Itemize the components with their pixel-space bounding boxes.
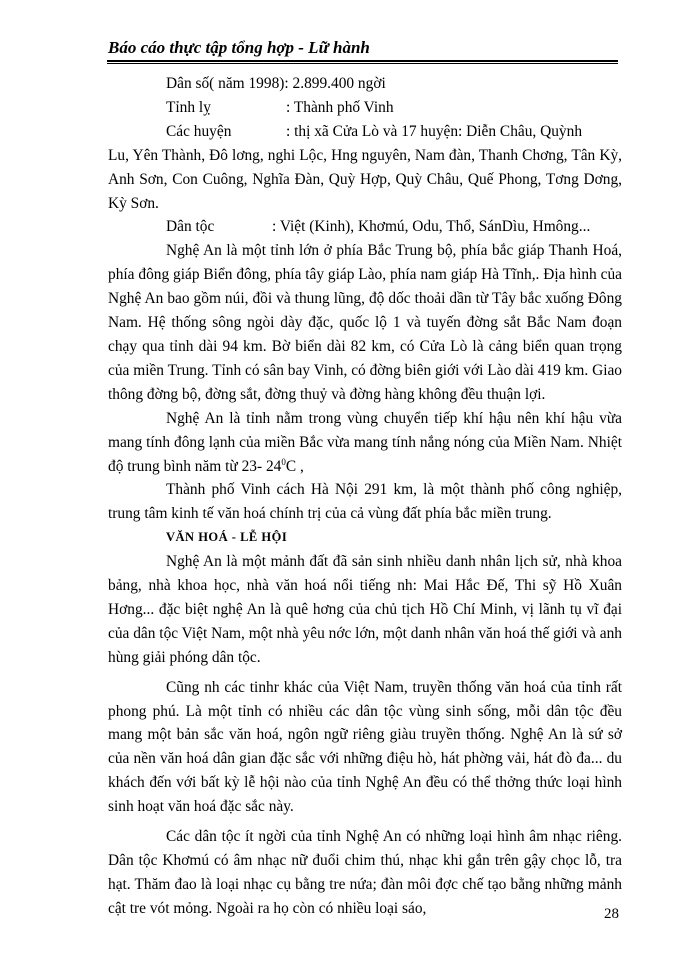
degree-superscript: 0 (281, 456, 286, 467)
paragraph-notables: Nghệ An là một mảnh đất đã sản sinh nhiều danh nhân lịch sử, nhà khoa bảng, nhà khoa học, nhà văn hoá nổi tiếng nh: Mai Hắc Đế, Thi sỹ Hồ Xuân Hơng... đặc biệt nghệ An là quê hơng của chủ tịch Hồ Chí Minh, vị lãnh tụ vĩ đại của dân tộc Việt Nam, một nhà yêu nớc lớn, một danh nhân văn hoá thế giới và anh hùng giải phóng dân tộc. (108, 553, 622, 666)
paragraph-music: Các dân tộc ít ngời của tỉnh Nghệ An có những loại hình âm nhạc riêng. Dân tộc Khơmú có âm nhạc nữ đuổi chim thú, nhạc khi gắn trên gậy chọc lỗ, tra hạt. Thăm đao là loại nhạc cụ bằng tre nứa; đàn môi đợc chế tạo bằng những mảnh cật tre vót mỏng. Ngoài ra họ còn có nhiều loại sáo, (108, 828, 622, 917)
header-rule-thin (107, 63, 618, 64)
document-body (108, 72, 622, 921)
paragraph-vinh: Thành phố Vinh cách Hà Nội 291 km, là một thành phố công nghiệp, trung tâm kinh tế văn hoá chính trị của cả vùng đất phía bắc miền trung. (108, 481, 622, 523)
climate-text: Nghệ An là tỉnh nằm trong vùng chuyển tiếp khí hậu nên khí hậu vừa mang tính đông lạnh của miền Bắc vừa mang tính nắng nóng của Miền Nam. Nhiệt độ trung bình năm từ 23- 24 (108, 409, 622, 475)
ethnic-line (166, 215, 622, 239)
population-text: Dân số( năm 1998): 2.899.400 ngời (166, 75, 386, 92)
capital-line (166, 96, 622, 120)
climate-unit: C , (285, 457, 304, 475)
section-heading: VĂN HOÁ - LỄ HỘI (166, 530, 288, 545)
paragraph-culture: Cũng nh các tinhr khác của Việt Nam, truyền thống văn hoá của tỉnh rất phong phú. Là một tỉnh có nhiều các dân tộc vùng sinh sống, mỗi dân tộc đều mang một bản sắc văn hoá, ngôn ngữ riêng giàu truyền thống. Nghệ An là sứ sở của nền văn hoá dân gian đặc sắc với những điệu hò, hát phờng vải, hát đò đa... du khách đến với bất kỳ lễ hội nào của tỉnh Nghệ An đều có thể thởng thức loại hình sinh hoạt văn hoá đặc sắc này. (108, 678, 622, 816)
running-header: Báo cáo thực tập tổng hợp - Lữ hành (108, 38, 370, 57)
capital-value: : Thành phố Vinh (286, 98, 394, 116)
page-number: 28 (604, 906, 619, 922)
paragraph-climate (108, 407, 622, 479)
districts-continuation (108, 144, 622, 216)
header-rule-thick (107, 60, 618, 62)
districts-label: Các huyện (166, 122, 232, 140)
districts-line (166, 120, 622, 144)
districts-value: : thị xã Cửa Lò và 17 huyện: Diễn Châu, Quỳnh (286, 122, 583, 140)
population-line (166, 72, 622, 96)
paragraph-geography: Nghệ An là một tỉnh lớn ở phía Bắc Trung bộ, phía bắc giáp Thanh Hoá, phía đông giáp Biển đông, phía tây giáp Lào, phía nam giáp Hà Tĩnh,. Địa hình của Nghệ An bao gồm núi, đồi và thung lũng, độ dốc thoải dần từ Tây bắc xuống Đông Nam. Hệ thống sông ngòi dày đặc, quốc lộ 1 và tuyến đờng sắt Bắc Nam đoạn chạy qua tỉnh dài 94 km. Bờ biển dài 82 km, có Cửa Lò là cảng biển quan trọng của miền Trung. Tỉnh có sân bay Vinh, có đờng biên giới với Lào dài 419 km. Giao thông đờng bộ, đờng sắt, đờng thuỷ và đờng hàng không đều thuận lợi. (108, 242, 622, 403)
capital-label: Tỉnh lỵ (166, 98, 211, 116)
districts-rest-text: Lu, Yên Thành, Đô lơng, nghi Lộc, Hng nguyên, Nam đàn, Thanh Chơng, Tân Kỳ, Anh Sơn, Con Cuông, Nghĩa Đàn, Quỳ Hợp, Quỳ Châu, Quế Phong, Tơng Dơng, Kỳ Sơn. (108, 146, 622, 212)
ethnic-value: : Việt (Kinh), Khơmú, Odu, Thổ, SánDìu, Hmông... (272, 218, 591, 236)
ethnic-label: Dân tộc (166, 218, 215, 236)
